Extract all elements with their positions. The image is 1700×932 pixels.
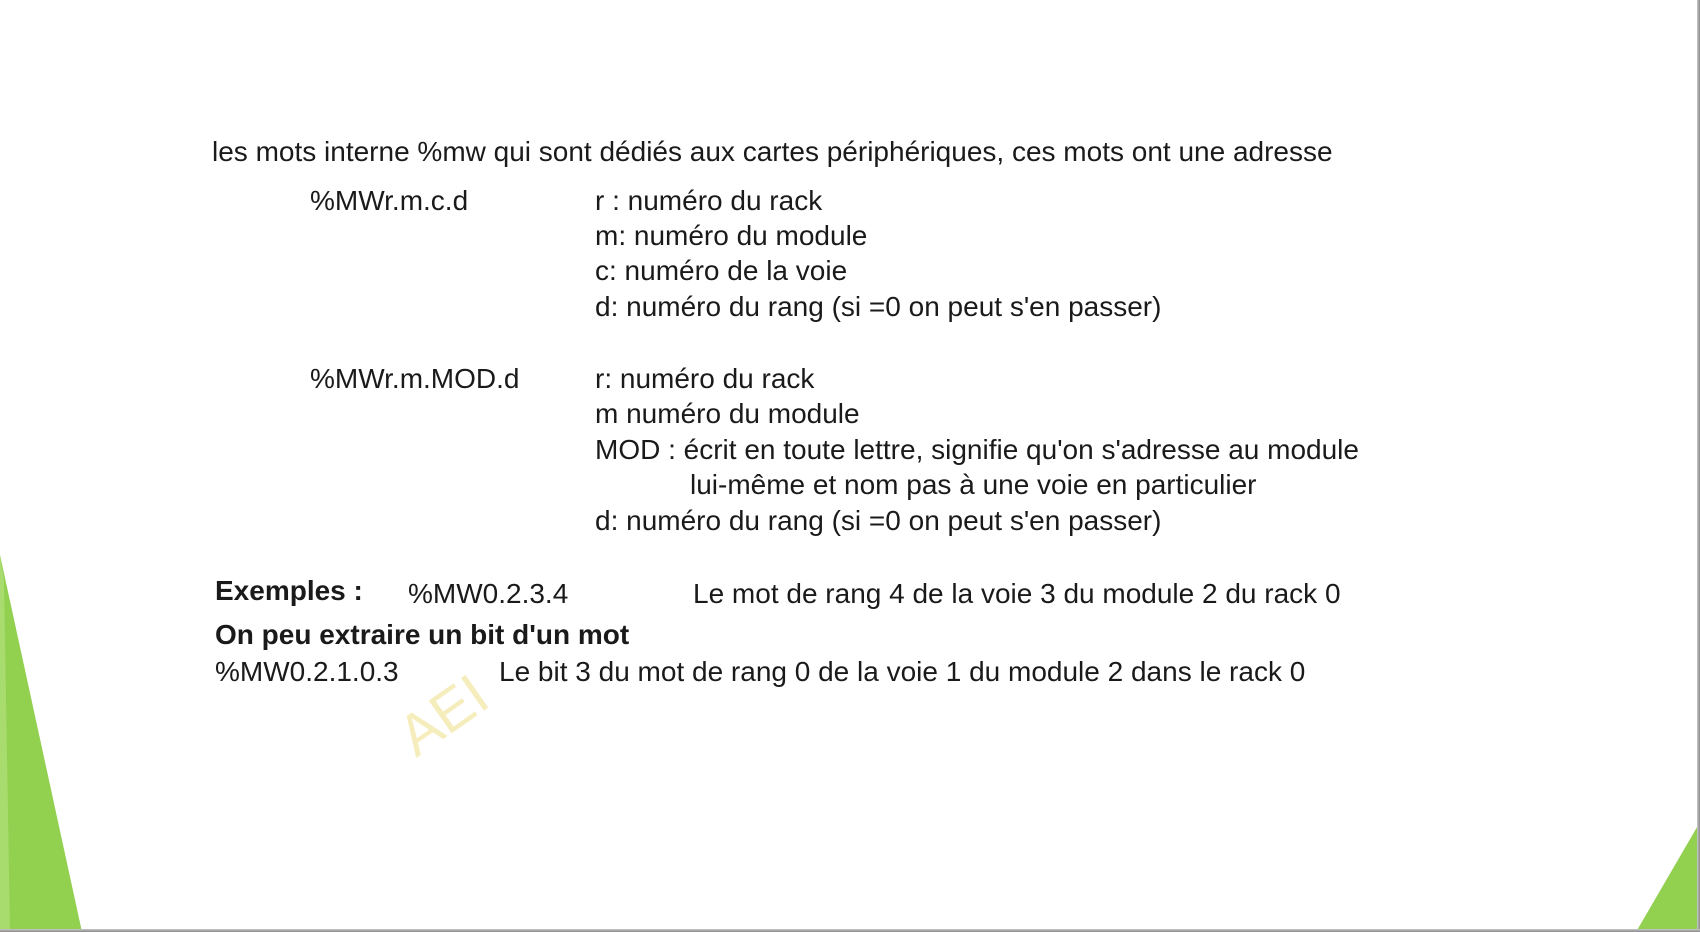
example-description: Le mot de rang 4 de la voie 3 du module 2 du rack 0 <box>693 578 1341 609</box>
definition-line: m: numéro du module <box>595 220 868 251</box>
definition-line: d: numéro du rang (si =0 on peut s'en passer) <box>595 505 1162 536</box>
left-green-triangle <box>0 555 82 932</box>
definition-line: d: numéro du rang (si =0 on peut s'en passer) <box>595 291 1162 322</box>
intro-text: les mots interne %mw qui sont dédiés aux cartes périphériques, ces mots ont une adresse <box>212 136 1333 167</box>
address-format-channel: %MWr.m.c.d <box>310 185 469 216</box>
example-code: %MW0.2.3.4 <box>408 578 569 609</box>
definition-line: r: numéro du rack <box>595 363 815 394</box>
bit-extract-code: %MW0.2.1.0.3 <box>215 656 399 687</box>
bit-extract-heading: On peu extraire un bit d'un mot <box>215 619 630 650</box>
examples-label: Exemples : <box>215 575 363 606</box>
definition-line-continuation: lui-même et nom pas à une voie en particulier <box>690 469 1257 500</box>
right-green-triangle <box>1636 822 1700 932</box>
address-format-module: %MWr.m.MOD.d <box>310 363 520 394</box>
bit-extract-description: Le bit 3 du mot de rang 0 de la voie 1 du module 2 dans le rack 0 <box>499 656 1306 687</box>
definition-line: MOD : écrit en toute lettre, signifie qu'on s'adresse au module <box>595 434 1359 465</box>
watermark: AEI <box>386 661 501 769</box>
definition-line: m numéro du module <box>595 398 860 429</box>
definition-line: c: numéro de la voie <box>595 255 848 286</box>
definition-line: r : numéro du rack <box>595 185 823 216</box>
